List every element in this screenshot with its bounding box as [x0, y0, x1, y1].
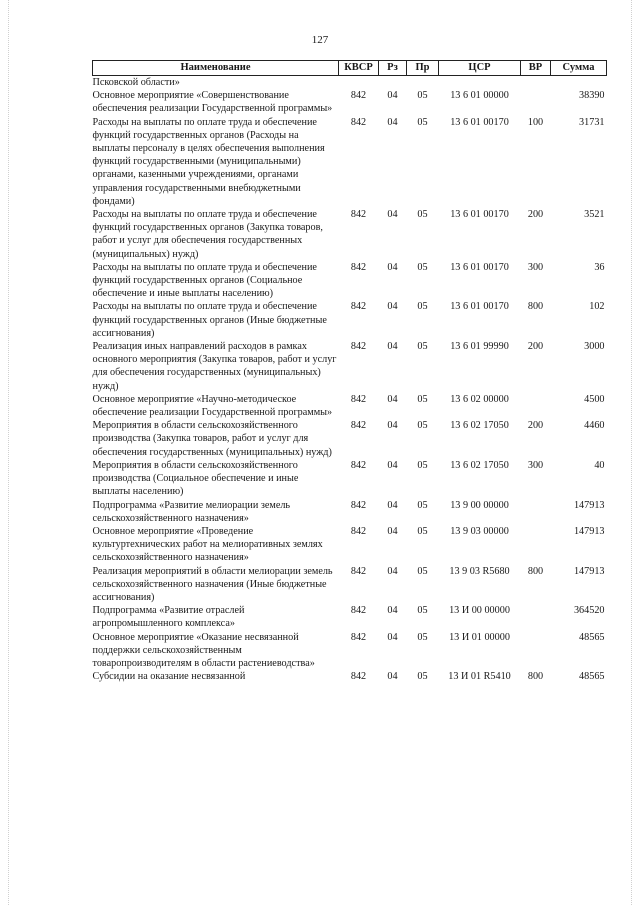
table-row — [93, 89, 607, 115]
cell-name: Основное мероприятие «Научно-методическое обеспечение реализации Государственной программы» — [92, 393, 333, 419]
cell-kvsr: 842 — [350, 499, 367, 511]
table-row — [93, 631, 607, 671]
cell-kvsr: 842 — [350, 565, 367, 577]
cell-kvsr: 842 — [350, 209, 367, 221]
cell-vr: 200 — [527, 341, 544, 353]
cell-pr: 05 — [417, 565, 428, 577]
cell-rz: 04 — [387, 499, 398, 511]
table-row — [93, 208, 607, 261]
cell-csr: 13 6 01 00170 — [450, 301, 509, 313]
cell-kvsr: 842 — [350, 301, 367, 313]
scan-margin-right — [631, 0, 640, 905]
cell-kvsr: 842 — [350, 90, 367, 102]
cell-rz: 04 — [387, 301, 398, 313]
cell-name: Расходы на выплаты по оплате труда и обеспечение функций государственных органов (Иные бюджетные ассигнования) — [92, 301, 327, 339]
cell-rz: 04 — [387, 90, 398, 102]
cell-sum — [551, 76, 607, 90]
cell-sum: 31731 — [579, 116, 605, 128]
header-name: Наименование — [93, 61, 339, 76]
table-row — [93, 459, 607, 499]
cell-pr: 05 — [417, 525, 428, 537]
table-row — [93, 604, 607, 630]
cell-kvsr: 842 — [350, 393, 367, 405]
cell-rz — [379, 76, 407, 90]
cell-name: Псковской области» — [92, 77, 180, 88]
cell-sum: 48565 — [579, 631, 605, 643]
table-row — [93, 116, 607, 208]
cell-pr: 05 — [417, 499, 428, 511]
table-row — [93, 300, 607, 340]
page-number: 127 — [311, 34, 329, 46]
header-kvsr: КВСР — [339, 61, 379, 76]
header-sum: Сумма — [551, 61, 607, 76]
cell-csr: 13 6 02 17050 — [450, 420, 509, 432]
cell-name: Мероприятия в области сельскохозяйственного производства (Социальное обеспечение и иные выплаты населению) — [92, 459, 299, 498]
cell-kvsr: 842 — [350, 525, 367, 537]
header-pr: Пр — [407, 61, 439, 76]
cell-name: Основное мероприятие «Совершенствование обеспечения реализации Государственной программы» — [92, 90, 333, 115]
cell-rz: 04 — [387, 341, 398, 353]
cell-kvsr: 842 — [350, 671, 367, 683]
cell-csr: 13 И 01 00000 — [449, 631, 510, 643]
cell-pr: 05 — [417, 459, 428, 471]
cell-vr: 800 — [527, 671, 544, 683]
table-row — [93, 419, 607, 459]
cell-csr: 13 9 00 00000 — [450, 499, 509, 511]
cell-name: Основное мероприятие «Проведение культуртехнических работ на мелиоративных землях сельскохозяйственного назначения» — [92, 525, 323, 564]
cell-name: Расходы на выплаты по оплате труда и обеспечение функций государственных органов (Закупка товаров, работ и услуг для обеспечения государственных (муниципальных) нужд) — [92, 209, 323, 260]
cell-csr — [439, 76, 521, 90]
cell-pr: 05 — [417, 605, 428, 617]
cell-sum: 40 — [594, 459, 605, 471]
table-row — [93, 340, 607, 393]
cell-vr — [521, 631, 551, 671]
cell-csr: 13 6 01 00170 — [450, 261, 509, 273]
table-row — [93, 393, 607, 419]
cell-sum: 3521 — [584, 209, 605, 221]
cell-pr: 05 — [417, 301, 428, 313]
cell-csr: 13 6 01 99990 — [450, 341, 509, 353]
cell-pr — [407, 76, 439, 90]
cell-rz: 04 — [387, 459, 398, 471]
cell-vr: 200 — [527, 420, 544, 432]
cell-vr: 300 — [527, 459, 544, 471]
cell-name: Расходы на выплаты по оплате труда и обеспечение функций государственных органов (Расходы на выплаты персоналу в целях обеспечения выполнения функций государственными (муниципальными) органами, казенными учреждениями, органами управления государственными внебюджетными фондами) — [92, 116, 325, 207]
header-rz: Рз — [379, 61, 407, 76]
cell-pr: 05 — [417, 393, 428, 405]
cell-sum: 36 — [594, 261, 605, 273]
cell-sum: 4500 — [584, 393, 605, 405]
cell-name: Субсидии на оказание несвязанной — [92, 671, 246, 683]
cell-csr: 13 6 01 00000 — [450, 90, 509, 102]
cell-sum: 147913 — [573, 525, 605, 537]
cell-vr: 200 — [527, 209, 544, 221]
cell-rz: 04 — [387, 671, 398, 683]
cell-rz: 04 — [387, 631, 398, 643]
table-row — [93, 525, 607, 565]
table-row — [93, 76, 607, 90]
cell-csr: 13 6 01 00170 — [450, 209, 509, 221]
budget-table — [92, 60, 607, 683]
table-row — [93, 565, 607, 605]
cell-name: Реализация иных направлений расходов в рамках основного мероприятия (Закупка товаров, работ и услуг для обеспечения государственных (муниципальных) нужд) — [92, 341, 337, 392]
cell-pr: 05 — [417, 631, 428, 643]
cell-sum: 147913 — [573, 499, 605, 511]
header-vr: ВР — [521, 61, 551, 76]
cell-name: Подпрограмма «Развитие мелиорации земель сельскохозяйственного назначения» — [92, 499, 291, 524]
cell-name: Основное мероприятие «Оказание несвязанной поддержки сельскохозяйственным товаропроизводителям в области растениеводства» — [92, 631, 315, 669]
cell-pr: 05 — [417, 671, 428, 683]
cell-vr: 300 — [527, 261, 544, 273]
cell-vr: 800 — [527, 565, 544, 577]
cell-csr: 13 6 01 00170 — [450, 116, 509, 128]
cell-rz: 04 — [387, 116, 398, 128]
cell-csr: 13 9 03 00000 — [450, 525, 509, 537]
table-row — [93, 670, 607, 683]
cell-kvsr: 842 — [350, 116, 367, 128]
cell-name: Расходы на выплаты по оплате труда и обеспечение функций государственных органов (Социальное обеспечение и иные выплаты населению) — [92, 261, 317, 300]
cell-vr — [521, 499, 551, 525]
header-csr: ЦСР — [439, 61, 521, 76]
cell-pr: 05 — [417, 420, 428, 432]
cell-kvsr: 842 — [350, 631, 367, 643]
cell-vr — [521, 393, 551, 419]
table-row — [93, 261, 607, 301]
cell-sum: 147913 — [573, 565, 605, 577]
cell-csr: 13 9 03 R5680 — [449, 565, 510, 577]
cell-csr: 13 И 00 00000 — [449, 605, 510, 617]
cell-rz: 04 — [387, 420, 398, 432]
cell-vr — [521, 89, 551, 115]
table-body — [93, 76, 607, 684]
cell-rz: 04 — [387, 209, 398, 221]
cell-csr: 13 И 01 R5410 — [448, 671, 511, 683]
cell-vr — [521, 76, 551, 90]
cell-sum: 3000 — [584, 341, 605, 353]
cell-name: Подпрограмма «Развитие отраслей агропромышленного комплекса» — [92, 605, 245, 630]
cell-pr: 05 — [417, 116, 428, 128]
cell-vr: 800 — [527, 301, 544, 313]
cell-rz: 04 — [387, 261, 398, 273]
cell-sum: 364520 — [573, 605, 605, 617]
cell-vr: 100 — [527, 116, 544, 128]
cell-kvsr: 842 — [350, 341, 367, 353]
cell-pr: 05 — [417, 209, 428, 221]
cell-pr: 05 — [417, 261, 428, 273]
cell-kvsr: 842 — [350, 605, 367, 617]
cell-kvsr: 842 — [350, 420, 367, 432]
cell-sum: 48565 — [579, 671, 605, 683]
table-row — [93, 499, 607, 525]
cell-csr: 13 6 02 00000 — [450, 393, 509, 405]
cell-kvsr: 842 — [350, 459, 367, 471]
cell-rz: 04 — [387, 525, 398, 537]
cell-pr: 05 — [417, 90, 428, 102]
cell-kvsr: 842 — [350, 261, 367, 273]
cell-rz: 04 — [387, 565, 398, 577]
cell-sum: 38390 — [579, 90, 605, 102]
table-header — [93, 61, 607, 76]
scan-margin-left — [0, 0, 9, 905]
cell-name: Мероприятия в области сельскохозяйственного производства (Закупка товаров, работ и услуг для обеспечения государственных (муниципальных) нужд) — [92, 420, 332, 458]
cell-vr — [521, 604, 551, 630]
cell-csr: 13 6 02 17050 — [450, 459, 509, 471]
cell-kvsr — [339, 76, 379, 90]
cell-sum: 4460 — [584, 420, 605, 432]
cell-rz: 04 — [387, 393, 398, 405]
cell-name: Реализация мероприятий в области мелиорации земель сельскохозяйственного назначения (Иные бюджетные ассигнования) — [92, 565, 333, 603]
cell-sum: 102 — [589, 301, 605, 313]
cell-vr — [521, 525, 551, 565]
cell-pr: 05 — [417, 341, 428, 353]
cell-rz: 04 — [387, 605, 398, 617]
